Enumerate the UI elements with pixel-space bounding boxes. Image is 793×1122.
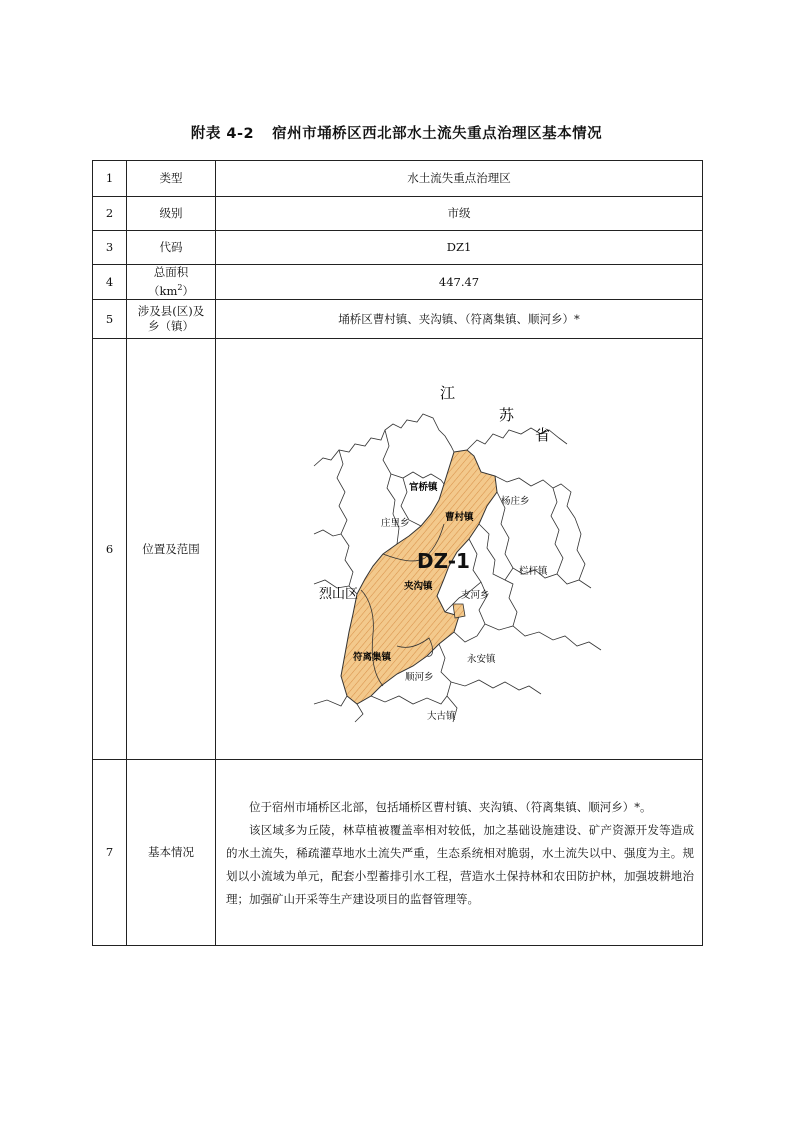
- row-value: 水土流失重点治理区: [216, 161, 703, 197]
- row-number: 7: [93, 760, 127, 946]
- row-number: 4: [93, 265, 127, 300]
- map-label-district: 烈山区: [319, 587, 359, 602]
- map-label-zhuangli: 庄里乡: [381, 518, 410, 529]
- row-label: 代码: [127, 231, 216, 265]
- row-label: 基本情况: [127, 760, 216, 946]
- map-label-jiagou: 夹沟镇: [404, 581, 433, 592]
- map-label-yongan: 永安镇: [467, 654, 496, 665]
- table-row: [93, 231, 703, 265]
- row-number: 2: [93, 197, 127, 231]
- info-table: [92, 160, 703, 946]
- row-label: 涉及县(区)及 乡（镇）: [127, 300, 216, 339]
- area-unit: $(km^2)$: [148, 283, 194, 298]
- zone-dz1-patch: [453, 604, 465, 618]
- area-label: 总面积: [153, 265, 189, 280]
- row-label: 位置及范围: [127, 339, 216, 760]
- table-row: [93, 197, 703, 231]
- zone-code-label: DZ-1: [417, 549, 470, 573]
- table-row: [93, 760, 703, 946]
- table-row: [93, 161, 703, 197]
- row-number: 3: [93, 231, 127, 265]
- map-label-caocun: 曹村镇: [445, 512, 474, 523]
- map-label-shunhe: 顺河乡: [405, 672, 434, 683]
- row-label: [127, 265, 216, 300]
- map-label-province-1: 江: [440, 384, 456, 402]
- row-value: 447.47: [216, 265, 703, 300]
- map-label-zhihe: 支河乡: [461, 590, 490, 601]
- description-paragraph-1: 位于宿州市埇桥区北部，包括埇桥区曹村镇、夹沟镇、（符离集镇、顺河乡）*。: [249, 800, 652, 814]
- page-title: [0, 122, 793, 143]
- map-label-guanqiao: 官桥镇: [409, 482, 438, 493]
- map-label-yangzhuang: 杨庄乡: [501, 496, 530, 507]
- row-number: 1: [93, 161, 127, 197]
- table-title: 宿州市埇桥区西北部水土流失重点治理区基本情况: [272, 126, 603, 142]
- map-label-fuliji: 符离集镇: [353, 652, 392, 663]
- table-row: [93, 265, 703, 300]
- location-map-cell: [216, 339, 703, 760]
- map-label-province-3: 省: [535, 426, 551, 444]
- location-map: [309, 374, 609, 724]
- row-value: 市级: [216, 197, 703, 231]
- row-value: DZ1: [216, 231, 703, 265]
- map-label-dagu: 大古镇: [427, 711, 456, 722]
- table-row: [93, 339, 703, 760]
- description-paragraph-2: 该区域多为丘陵，林草植被覆盖率相对较低，加之基础设施建设、矿产资源开发等造成的水土流失，稀疏灌草地水土流失严重，生态系统相对脆弱，水土流失以中、强度为主。规划以小流域为单元，配套小型蓄排引水工程，营造水土保持林和农田防护林，加强坡耕地治理；加强矿山开采等生产建设项目的监督管理等。: [226, 823, 694, 906]
- map-label-langan: 栏杆镇: [519, 566, 548, 577]
- table-row: [93, 300, 703, 339]
- map-label-province-2: 苏: [499, 406, 515, 424]
- row-number: 6: [93, 339, 127, 760]
- table-number: 附表 4-2: [190, 126, 255, 142]
- row-label: 级别: [127, 197, 216, 231]
- row-label: 类型: [127, 161, 216, 197]
- row-value: 埇桥区曹村镇、夹沟镇、（符离集镇、顺河乡）*: [216, 300, 703, 339]
- row-number: 5: [93, 300, 127, 339]
- description-cell: [216, 760, 703, 946]
